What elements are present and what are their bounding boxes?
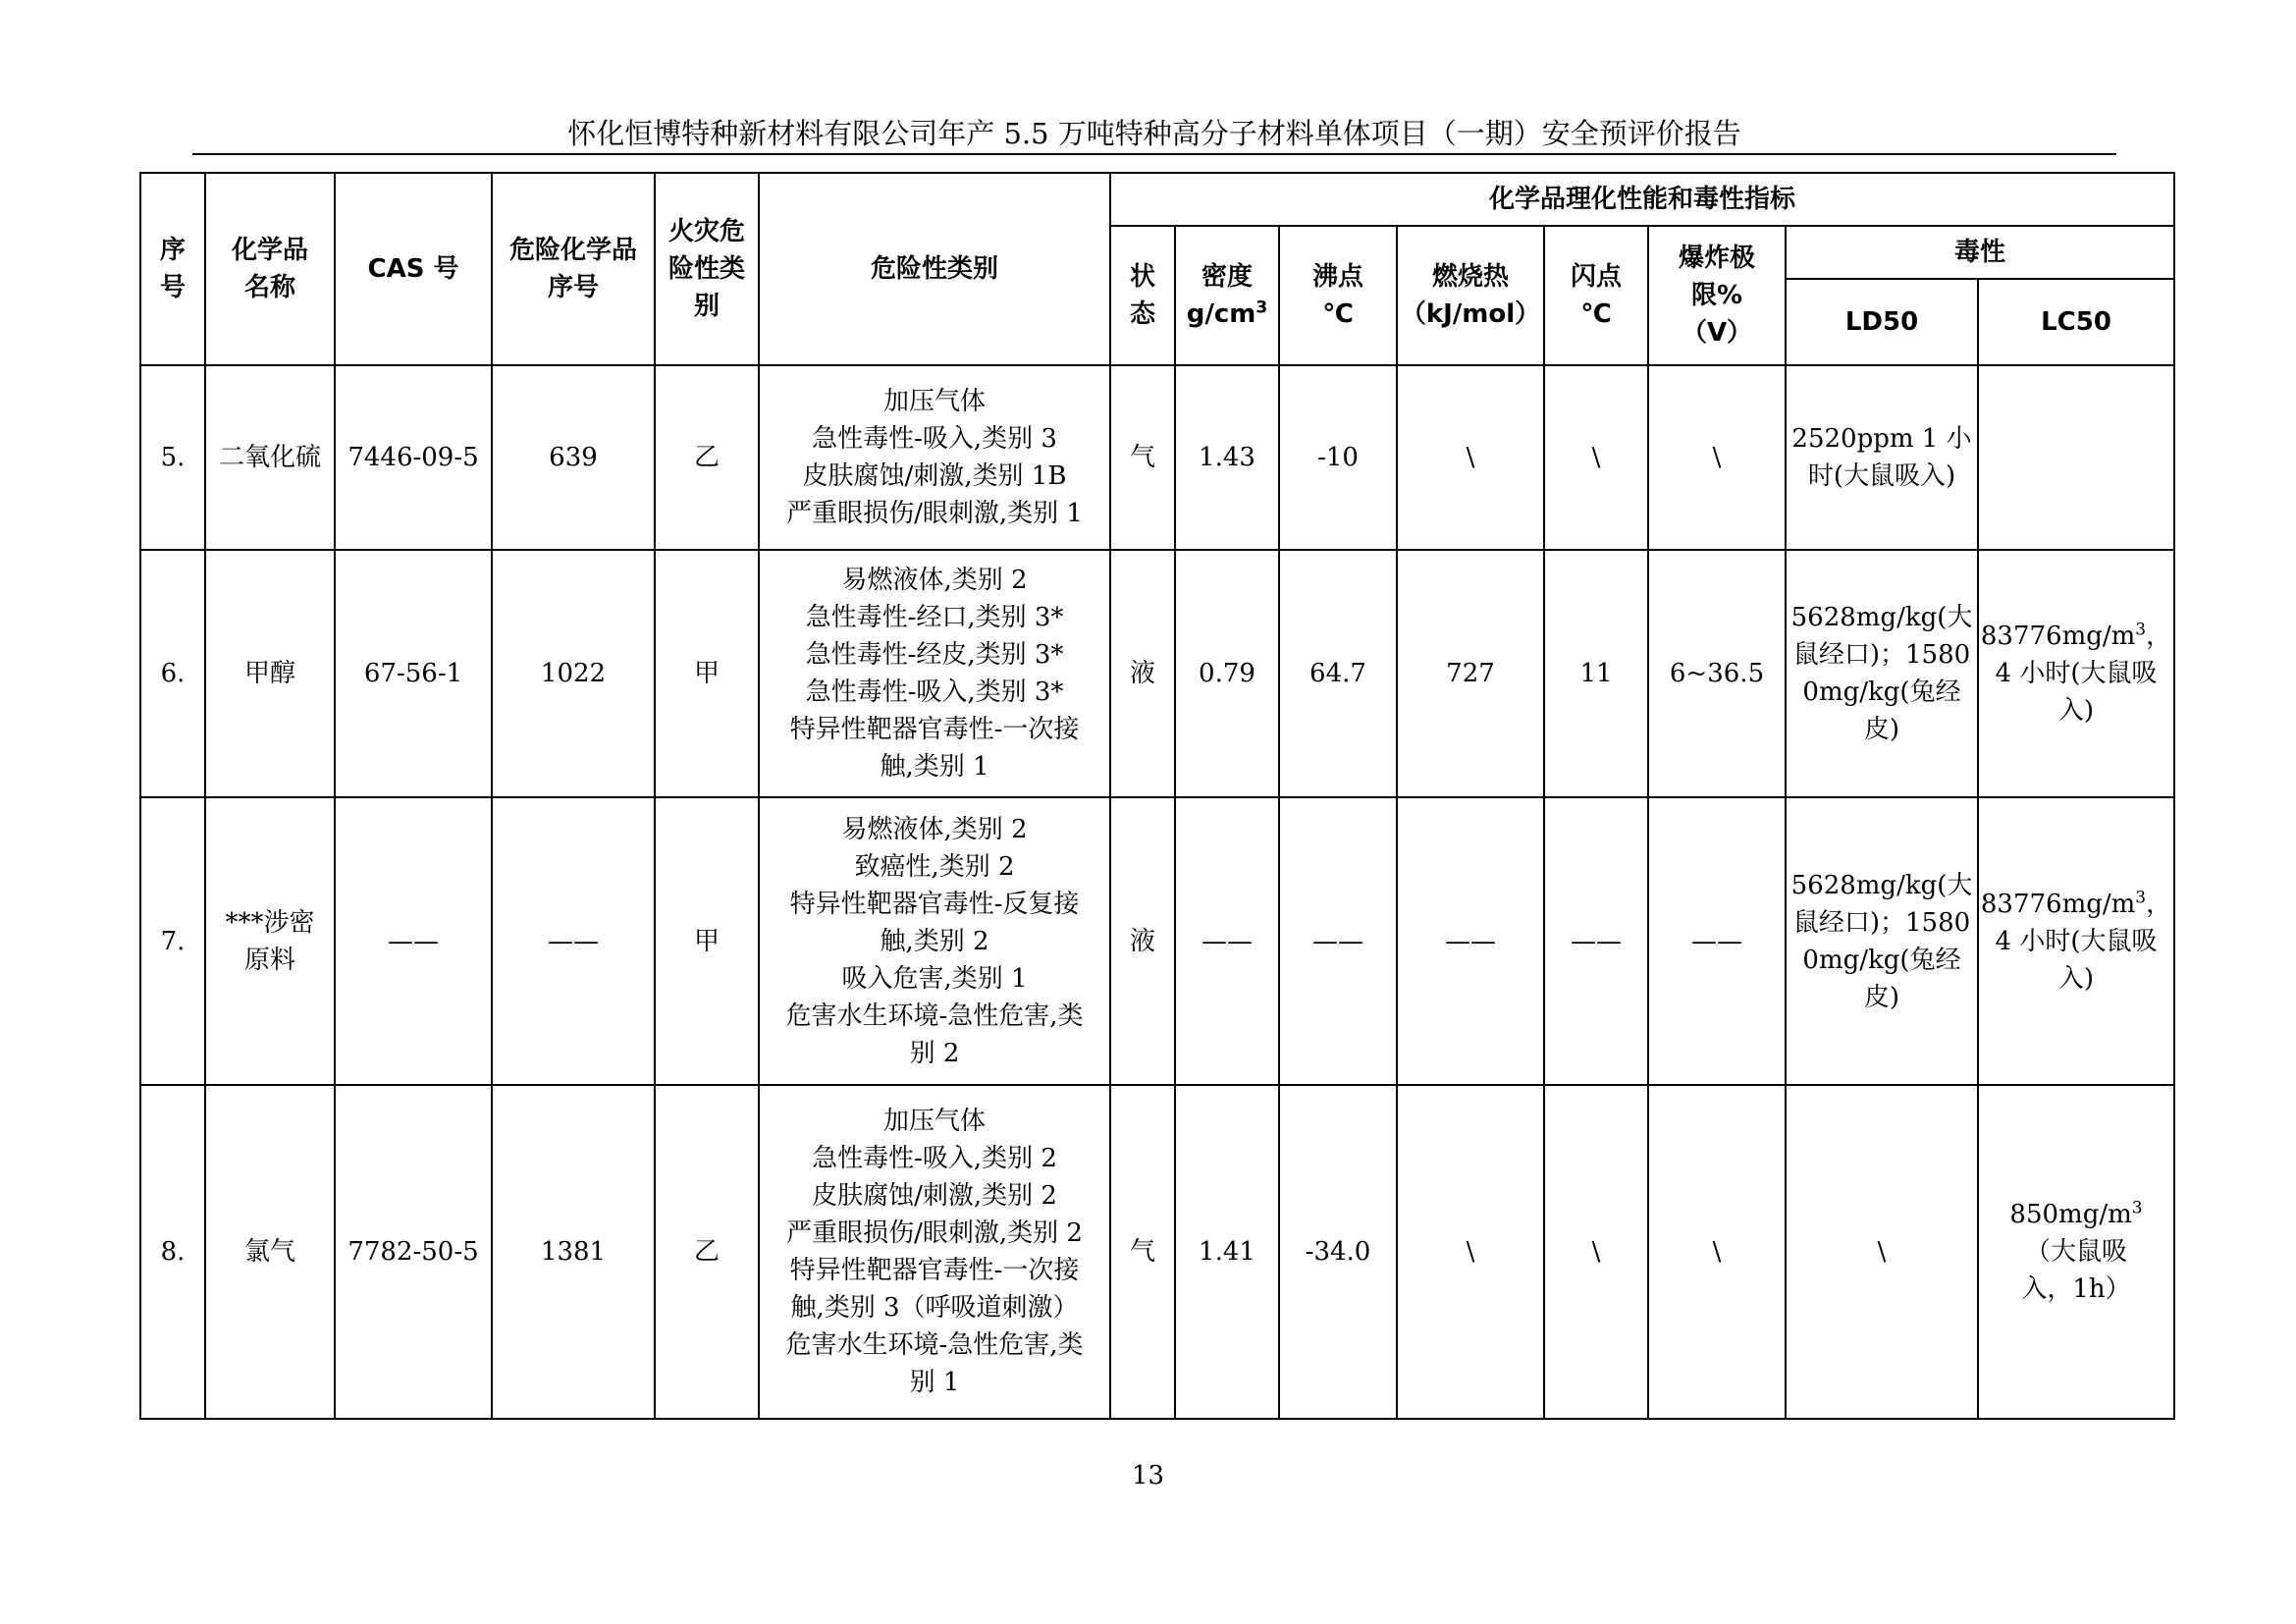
- cell-hazard-class: 易燃液体,类别 2 致癌性,类别 2 特异性靶器官毒性-反复接 触,类别 2 吸入危害,类别 1 危害水生环境-急性危害,类 别 2: [759, 797, 1110, 1085]
- cell-seq: 6.: [140, 550, 205, 797]
- cell-density: ——: [1175, 797, 1279, 1085]
- cell-explosion-limit: ——: [1648, 797, 1786, 1085]
- lc50-value: 850mg/m: [2009, 1200, 2132, 1229]
- lc50-note: ， 4 小时(大鼠吸 入): [1995, 622, 2172, 726]
- cell-lc50: [1978, 550, 2174, 797]
- cell-combustion-heat: ——: [1397, 797, 1544, 1085]
- cell-combustion-heat: 727: [1397, 550, 1544, 797]
- cell-lc50: [1978, 797, 2174, 1085]
- cell-combustion-heat: \: [1397, 1085, 1544, 1419]
- header-ld50: LD50: [1786, 279, 1978, 365]
- cell-fire-class: 乙: [655, 1085, 759, 1419]
- cell-density: 1.41: [1175, 1085, 1279, 1419]
- header-chemical-name: 化学品 名称: [205, 173, 335, 365]
- lc50-exponent: 3: [2131, 1198, 2143, 1218]
- cell-explosion-limit: \: [1648, 1085, 1786, 1419]
- header-density: [1175, 226, 1279, 365]
- cell-fire-class: 乙: [655, 365, 759, 550]
- cell-fire-class: 甲: [655, 550, 759, 797]
- cell-fire-class: 甲: [655, 797, 759, 1085]
- header-flash-point: 闪点 ℃: [1544, 226, 1648, 365]
- cell-ld50: \: [1786, 1085, 1978, 1419]
- cell-flash-point: 11: [1544, 550, 1648, 797]
- table-row: [140, 365, 2174, 550]
- chemical-properties-table: [139, 172, 2175, 1420]
- cell-chemical-name: 二氧化硫: [205, 365, 335, 550]
- table-header-row: [140, 173, 2174, 226]
- cell-cas: 7446-09-5: [335, 365, 492, 550]
- cell-flash-point: \: [1544, 1085, 1648, 1419]
- cell-cas: 7782-50-5: [335, 1085, 492, 1419]
- header-state: 状 态: [1110, 226, 1175, 365]
- cell-hazard-class: 易燃液体,类别 2 急性毒性-经口,类别 3* 急性毒性-经皮,类别 3* 急性毒性-吸入,类别 3* 特异性靶器官毒性-一次接 触,类别 1: [759, 550, 1110, 797]
- cell-hazard-class: 加压气体 急性毒性-吸入,类别 3 皮肤腐蚀/刺激,类别 1B 严重眼损伤/眼刺激,类别 1: [759, 365, 1110, 550]
- cell-hazard-number: ——: [492, 797, 655, 1085]
- header-fire-class: 火灾危 险性类 别: [655, 173, 759, 365]
- cell-cas: 67-56-1: [335, 550, 492, 797]
- cell-boiling-point: -10: [1279, 365, 1397, 550]
- table-row: [140, 550, 2174, 797]
- header-hazard-number: 危险化学品 序号: [492, 173, 655, 365]
- lc50-value: 83776mg/m: [1980, 889, 2136, 919]
- cell-lc50: [1978, 1085, 2174, 1419]
- table-row: [140, 1085, 2174, 1419]
- cell-hazard-number: 639: [492, 365, 655, 550]
- report-header-title: 怀化恒博特种新材料有限公司年产 5.5 万吨特种高分子材料单体项目（一期）安全预评价报告: [567, 117, 1741, 150]
- cell-seq: 7.: [140, 797, 205, 1085]
- cell-hazard-number: 1022: [492, 550, 655, 797]
- cell-cas: ——: [335, 797, 492, 1085]
- cell-state: 气: [1110, 1085, 1175, 1419]
- table-row: [140, 797, 2174, 1085]
- cell-chemical-name: ***涉密 原料: [205, 797, 335, 1085]
- header-toxicity: 毒性: [1786, 226, 2174, 279]
- cell-density: 1.43: [1175, 365, 1279, 550]
- lc50-value: 83776mg/m: [1980, 622, 2136, 651]
- header-hazard-class: 危险性类别: [759, 173, 1110, 365]
- cell-ld50: 5628mg/kg(大 鼠经口)；1580 0mg/kg(兔经 皮): [1786, 797, 1978, 1085]
- cell-ld50: 2520ppm 1 小 时(大鼠吸入): [1786, 365, 1978, 550]
- cell-flash-point: ——: [1544, 797, 1648, 1085]
- cell-combustion-heat: \: [1397, 365, 1544, 550]
- lc50-exponent: 3: [2135, 887, 2147, 907]
- cell-density: 0.79: [1175, 550, 1279, 797]
- cell-seq: 5.: [140, 365, 205, 550]
- cell-hazard-class: 加压气体 急性毒性-吸入,类别 2 皮肤腐蚀/刺激,类别 2 严重眼损伤/眼刺激,类别 2 特异性靶器官毒性-一次接 触,类别 3（呼吸道刺激） 危害水生环境-急性危害,类 别 1: [759, 1085, 1110, 1419]
- lc50-exponent: 3: [2135, 620, 2147, 640]
- header-combustion-heat: 燃烧热 （kJ/mol）: [1397, 226, 1544, 365]
- cell-state: 液: [1110, 550, 1175, 797]
- cell-lc50: [1978, 365, 2174, 550]
- cell-boiling-point: -34.0: [1279, 1085, 1397, 1419]
- header-seq: 序 号: [140, 173, 205, 365]
- header-density-unit: g/cm: [1186, 299, 1256, 329]
- header-properties-group: 化学品理化性能和毒性指标: [1110, 173, 2174, 226]
- cell-boiling-point: ——: [1279, 797, 1397, 1085]
- lc50-note: （大鼠吸 入，1h）: [2021, 1237, 2131, 1304]
- header-divider: [192, 153, 2116, 155]
- cell-chemical-name: 甲醇: [205, 550, 335, 797]
- cell-explosion-limit: \: [1648, 365, 1786, 550]
- lc50-note: ， 4 小时(大鼠吸 入): [1995, 889, 2172, 994]
- header-explosion-limit: 爆炸极 限% （V）: [1648, 226, 1786, 365]
- header-density-exponent: 3: [1255, 298, 1268, 318]
- page-number: 13: [1131, 1461, 1165, 1490]
- header-lc50: LC50: [1978, 279, 2174, 365]
- header-density-label: 密度: [1201, 262, 1253, 292]
- cell-state: 气: [1110, 365, 1175, 550]
- cell-chemical-name: 氯气: [205, 1085, 335, 1419]
- header-cas: CAS 号: [335, 173, 492, 365]
- cell-hazard-number: 1381: [492, 1085, 655, 1419]
- cell-explosion-limit: 6~36.5: [1648, 550, 1786, 797]
- cell-boiling-point: 64.7: [1279, 550, 1397, 797]
- cell-ld50: 5628mg/kg(大 鼠经口)；1580 0mg/kg(兔经 皮): [1786, 550, 1978, 797]
- cell-seq: 8.: [140, 1085, 205, 1419]
- cell-flash-point: \: [1544, 365, 1648, 550]
- cell-state: 液: [1110, 797, 1175, 1085]
- header-boiling-point: 沸点 ℃: [1279, 226, 1397, 365]
